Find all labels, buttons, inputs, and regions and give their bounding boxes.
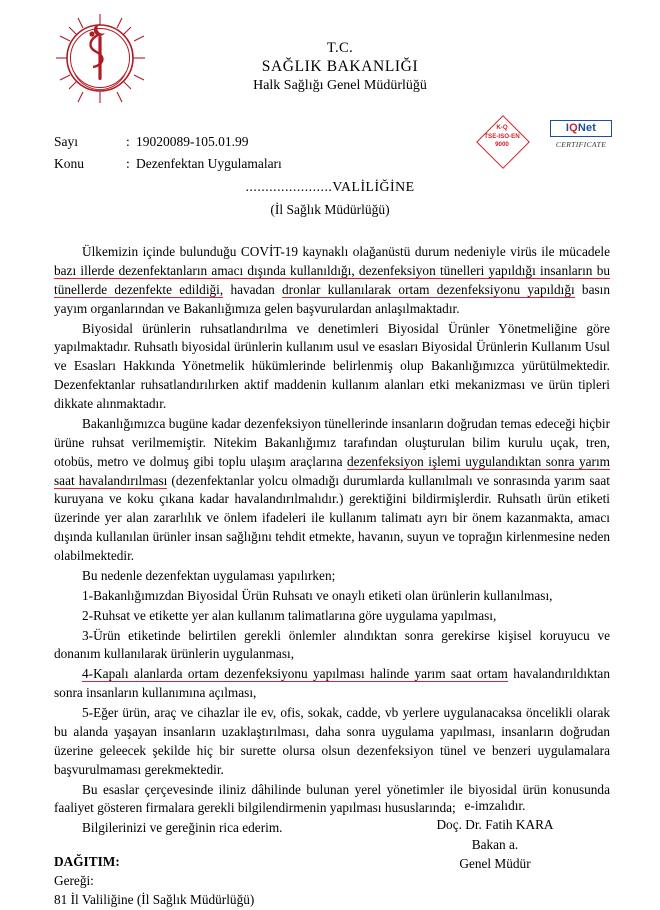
p1-part-b: havadan xyxy=(223,281,283,297)
paragraph-5: Bu esaslar çerçevesinde iliniz dâhilinde bulunan yerel yönetimler ile biyosidal ürün konusunda faaliyet gösteren firmalara gerekli bilgilendirmenin yapılması hususlarında; xyxy=(54,781,610,816)
ministry-titles xyxy=(175,40,505,94)
meta-row-sayi xyxy=(54,131,282,153)
document-body xyxy=(54,243,610,839)
addressee-block xyxy=(0,176,660,221)
p3-part-a: Bakanlığımızca bugüne kadar dezenfeksiyon tünellerinde insanların doğrudan temas edeceği hiçbir ürüne ruhsat verilmemiştir. Nitekim Bakanlığımız tarafından oluşturulan bilim kurulu uçak, tren, otobüs, metro ve dolmuş gibi toplu ulaşım araçlarına xyxy=(54,415,610,469)
distribution-title: DAĞITIM: xyxy=(54,854,120,869)
konu-colon: : xyxy=(126,155,130,171)
p1-part-a: Ülkemizin içinde bulunduğu COVİT-19 kaynaklı olağanüstü durum nedeniyle virüs ile mücadele xyxy=(82,244,610,259)
iqnet-caption: CERTIFICATE xyxy=(555,140,607,149)
signature-name: Doç. Dr. Fatih KARA xyxy=(436,817,554,833)
document-meta xyxy=(54,131,282,175)
list-item-3: 3-Ürün etiketinde belirtilen gerekli önlemler alındıktan sonra gerekirse kişisel koruyucu ve donanım kullanılarak ürünlerin uygulanması, xyxy=(54,627,610,662)
iqnet-q: Q xyxy=(569,122,578,134)
p3-part-b: (dezenfektanlar yolcu olmadığı durumlarda kullanılmalı ve sonrasında yarım saat kuruyana ve koku çıkana kadar havalandırılmalıdır.) gerektiğini bildirmişlerdir. Ruhsatlı ürün etiketi üzerinde yer alan zararlılık ve önlem ifadeleri ile kullanım talimatı ayrı bir önem kazanmakta, amacı dışında kullanılan ürünler insan sağlığını tehdit etmekte, havanın, suyun ve toprağın kirlenmesine neden olabilmektedir. xyxy=(54,472,610,563)
signature-onbehalf: Bakan a. xyxy=(471,836,519,852)
tse-line3: 9000 xyxy=(495,141,509,149)
addressee-sub: (İl Sağlık Müdürlüğü) xyxy=(270,202,390,218)
list-item-2: 2-Ruhsat ve etikette yer alan kullanım talimatlarına göre uygulama yapılması, xyxy=(82,607,497,623)
iqnet-mark xyxy=(550,120,612,137)
meta-row-konu xyxy=(54,153,282,175)
item4-rest: havalandırıldıktan sonra insanların kullanımına açılması, xyxy=(54,666,610,701)
konu-value: Dezenfektan Uygulamaları xyxy=(136,155,282,171)
document-header xyxy=(0,0,660,120)
tse-line2: TSE-ISO-EN xyxy=(484,132,520,140)
iqnet-net: Net xyxy=(577,122,597,134)
list-item-5: 5-Eğer ürün, araç ve cihazlar ile ev, ofis, sokak, cadde, vb yerlere uygulanacaksa öncelikli olarak bu alanda yaşayan insanların uzaklaştırılması, daha sonra uygulama yapılması, insanların doğrudan üzerine geleecek şekilde hiç bir surette olursa olsun dezenfeksiyon tünel ve benzeri uygulamalara başvurulmaması gerekmektedir. xyxy=(54,705,610,777)
distribution-block xyxy=(54,853,254,910)
p1-part-c: basın yayım organlarından ve Bakanlığımıza gelen başvurulardan anlaşılmaktadır. xyxy=(54,281,610,316)
paragraph-3 xyxy=(54,415,610,566)
certificate-logos xyxy=(468,120,612,166)
list-item-4 xyxy=(54,665,610,703)
tse-line1: K-Q xyxy=(496,124,508,131)
distribution-recipients: 81 İl Valiliğine (İl Sağlık Müdürlüğü) xyxy=(54,891,255,907)
iqnet-i: I xyxy=(565,122,570,134)
p1-underlined-2: dronlar kullanılarak ortam dezenfeksiyonu yapıldığı xyxy=(282,281,575,297)
iqnet-certificate-icon xyxy=(550,120,612,149)
p1-underlined-1: bazı illerde dezenfektanların amacı dışında kullanıldığı, dezenfeksiyon tünelleri yapıldığı insanların bu tünellerde dezenfekte edildiği, xyxy=(54,262,610,297)
paragraph-1 xyxy=(54,243,610,319)
signature-title: Genel Müdür xyxy=(459,855,531,871)
sayi-colon: : xyxy=(126,134,130,149)
department-line: Halk Sağlığı Genel Müdürlüğü xyxy=(253,77,427,93)
republic-line: T.C. xyxy=(326,40,354,56)
konu-label: Konu xyxy=(54,155,84,171)
sayi-label: Sayı xyxy=(54,134,79,149)
paragraph-4: Bu nedenle dezenfektan uygulaması yapılırken; xyxy=(82,567,336,583)
p3-underlined: dezenfeksiyon işlemi uygulandıktan sonra yarım saat havalandırılması xyxy=(54,453,611,488)
item4-underlined: 4-Kapalı alanlarda ortam dezenfeksiyonu yapılması halinde yarım saat ortam xyxy=(82,666,508,682)
addressee-main: ......................VALİLİĞİNE xyxy=(245,179,415,194)
signature-block xyxy=(390,796,600,873)
sayi-value: 19020089-105.01.99 xyxy=(136,134,249,149)
list-item-1: 1-Bakanlığımızdan Biyosidal Ürün Ruhsatı ve onaylı etiketi olan ürünlerin kullanılması, xyxy=(82,587,553,603)
tse-certificate-icon xyxy=(468,120,536,166)
paragraph-6: Bilgilerinizi ve gereğinin rica ederim. xyxy=(82,820,283,836)
turkish-ministry-of-health-emblem-icon xyxy=(52,10,148,110)
distribution-requirement-label: Gereği: xyxy=(54,872,94,888)
ministry-line: SAĞLIK BAKANLIĞI xyxy=(261,57,419,75)
paragraph-2: Biyosidal ürünlerin ruhsatlandırılma ve denetimleri Biyosidal Ürünler Yönetmeliğine göre yapılmaktadır. Ruhsatlı biyosidal ürünlerin kullanım usul ve esasları Biyosidal Ürünlerin Kullanım Usul ve Esasları Hakkında Yönetmelik hükümlerinde belirlenmiş olup Bakanlığımızca yürütülmektedir. Dezenfektanlar ruhsatlandırılırken aktif maddenin kullanım alanları etki mekanizması ve ürün tipleri dikkate alınmaktadır. xyxy=(54,320,610,411)
signature-esignature: e-imzalıdır. xyxy=(464,798,526,813)
